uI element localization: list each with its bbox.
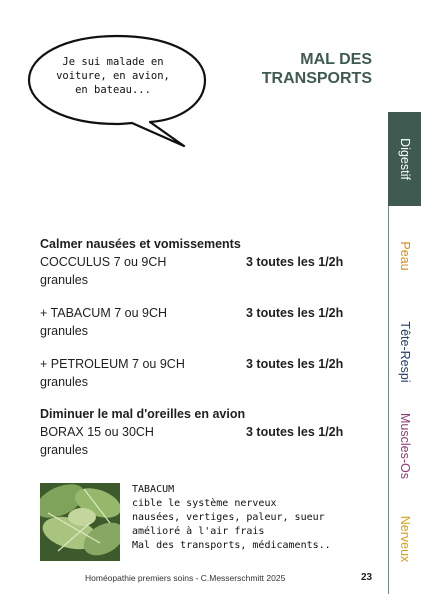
- note-line: nausées, vertiges, paleur, sueur: [132, 512, 325, 523]
- tab-label: Digestif: [397, 138, 412, 180]
- tab-label: Nerveux: [397, 515, 412, 563]
- page-number: 23: [361, 572, 373, 583]
- remedy-item: [40, 425, 360, 457]
- remedy-form: granules: [40, 324, 88, 338]
- section-heading: Diminuer le mal d'oreilles en avion: [40, 407, 246, 421]
- remedy-name: + PETROLEUM 7 ou 9CH: [40, 357, 185, 371]
- note-line: Mal des transports, médicaments..: [132, 540, 331, 551]
- speech-bubble-text: [38, 55, 188, 97]
- remedy-dose: 3 toutes les 1/2h: [246, 425, 344, 439]
- page-footer: Homéopathie premiers soins - C.Messerschmitt 2025: [85, 573, 286, 583]
- page-title-line: TRANSPORTS: [261, 70, 372, 87]
- remedy-dose: 3 toutes les 1/2h: [246, 306, 344, 320]
- section-heading: Calmer nausées et vomissements: [40, 237, 241, 251]
- remedy-name: COCCULUS 7 ou 9CH: [40, 255, 167, 269]
- remedy-name: BORAX 15 ou 30CH: [40, 425, 154, 439]
- tab-tete-respi[interactable]: [388, 306, 421, 398]
- page-title-line: MAL DES: [300, 51, 372, 68]
- bubble-line: en bateau...: [75, 84, 151, 96]
- remedy-name: + TABACUM 7 ou 9CH: [40, 306, 168, 320]
- remedy-form: granules: [40, 273, 88, 287]
- remedy-item: [40, 306, 360, 338]
- remedy-dose: 3 toutes les 1/2h: [246, 357, 344, 371]
- note-line: cible le système nerveux: [132, 498, 277, 509]
- remedy-item: [40, 255, 360, 287]
- page-title: [232, 50, 372, 88]
- note-line: amélioré à l'air frais: [132, 526, 265, 537]
- tab-label: Muscles-Os: [397, 413, 412, 479]
- remedy-dose: 3 toutes les 1/2h: [246, 255, 344, 269]
- tab-label: Peau: [397, 241, 412, 271]
- remedy-form: granules: [40, 375, 88, 389]
- tab-peau[interactable]: [388, 206, 421, 306]
- tab-nerveux[interactable]: [388, 494, 421, 584]
- tab-digestif[interactable]: [388, 112, 421, 206]
- remedy-note: [132, 483, 368, 553]
- tab-label: Tête-Respi: [397, 321, 412, 383]
- chapter-tabs: [388, 112, 421, 594]
- bubble-line: voiture, en avion,: [56, 70, 170, 82]
- bubble-line: Je sui malade en: [62, 56, 164, 68]
- remedy-item: [40, 357, 360, 389]
- tabacum-plant-image: [40, 483, 120, 561]
- note-title: TABACUM: [132, 484, 175, 495]
- tab-muscles-os[interactable]: [388, 398, 421, 494]
- remedy-form: granules: [40, 443, 88, 457]
